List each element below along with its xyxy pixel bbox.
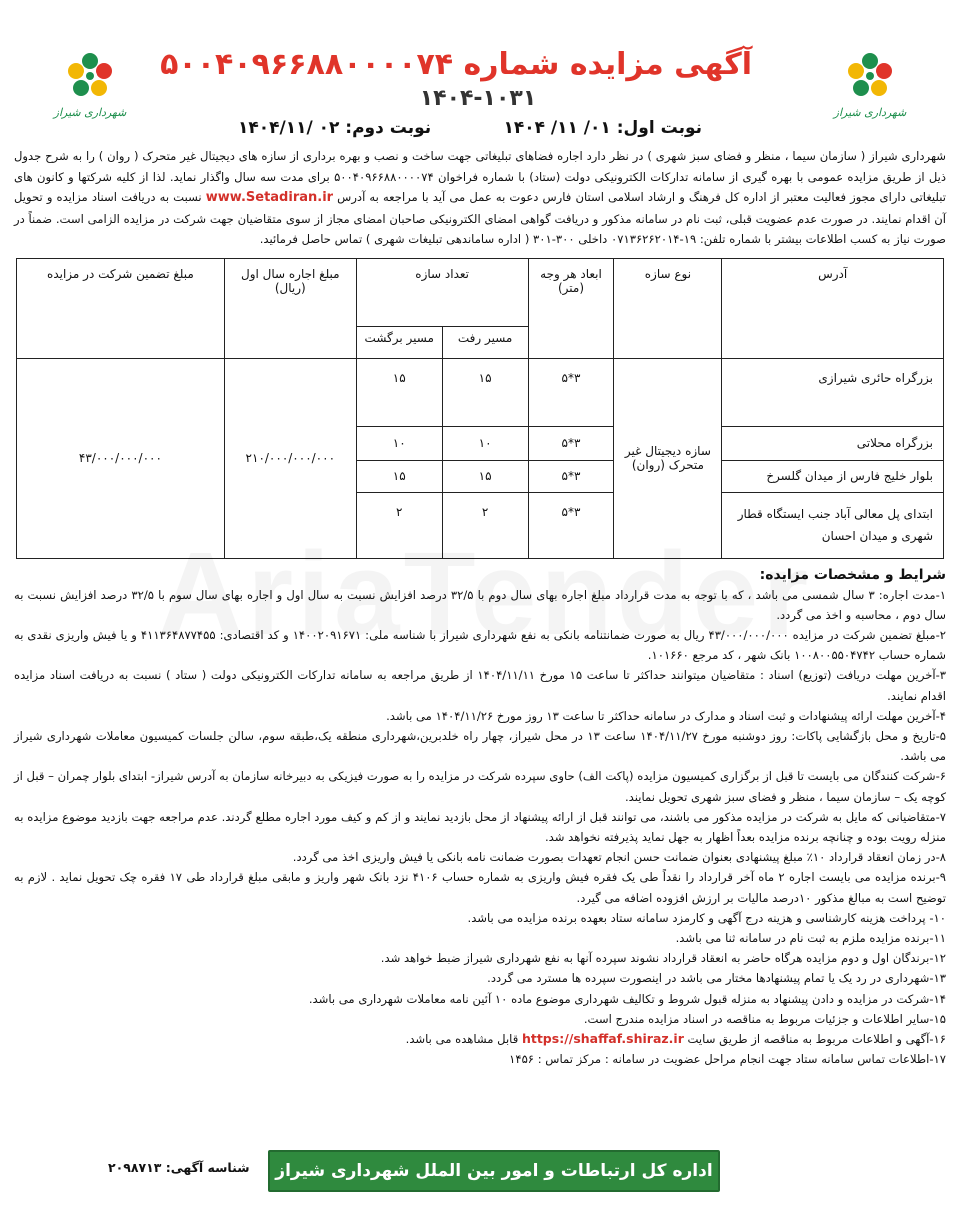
row-dimensions: ۳*۵	[528, 492, 614, 558]
header-address: آدرس	[722, 258, 944, 358]
guarantee-amount: ۴۳/۰۰۰/۰۰۰/۰۰۰	[17, 358, 225, 558]
conditions-title: شرایط و مشخصات مزایده:	[759, 566, 946, 583]
row-dimensions: ۳*۵	[528, 426, 614, 460]
flower-logo-icon	[62, 48, 118, 104]
ad-identifier: شناسه آگهی: ۲۰۹۸۷۱۳	[108, 1160, 250, 1175]
condition-item: ۸-در زمان انعقاد قرارداد ۱۰٪ مبلغ پیشنهادی بعنوان ضمانت حسن انجام تعهدات بصورت ضمانت نامه بانکی یا فیش واریزی اخذ می گردد.	[292, 850, 946, 865]
condition-item: ۱۴-شرکت در مزایده و دادن پیشنهاد به منزله قبول شروط و تکالیف شهرداری موضوع ماده ۱۰ آئین نامه معاملات شهرداری می باشد.	[308, 991, 946, 1006]
condition-item: ۱۱-برنده مزایده ملزم به ثبت نام در سامانه ثنا می باشد.	[675, 930, 946, 945]
logo-text: شهرداری شیراز	[53, 106, 127, 119]
reference-number: ۱۴۰۴-۱۰۳۱	[419, 86, 537, 111]
row-dimensions: ۳*۵	[528, 460, 614, 492]
auction-items-table	[16, 258, 944, 559]
row-address: بزرگراه حائری شیرازی	[722, 358, 944, 426]
condition-item: ۱-مدت اجاره: ۳ سال شمسی می باشد ، که با توجه به مدت قرارداد مبلغ اجاره بهای سال دوم با ۳۲/۵ درصد افزایش نسبت به سال اول و اجاره بهای سال سوم با ۳۲/۵ درصد افزایش نسبت به سال دوم ، محاسبه و اخذ می گردد.	[14, 587, 947, 622]
conditions-list	[14, 585, 946, 1070]
row-count-go: ۱۵	[442, 460, 528, 492]
flower-logo-icon	[842, 48, 898, 104]
condition-item: ۲-مبلغ تضمین شرکت در مزایده ۴۳/۰۰۰/۰۰۰/۰۰۰ ریال به صورت ضمانتنامه بانکی به نفع شهرداری شیراز با شناسه ملی: ۱۴۰۰۲۰۹۱۶۷۱ و کد اقتصادی: ۴۱۱۳۶۴۸۷۷۴۵۵ و یا فیش واریزی نقدی به شماره حساب ۱۰۰۸۰۰۵۵۰۴۷۴۲ بانک شهر ، کد مرجع ۱۰۱۶۶۰.	[14, 627, 946, 663]
intro-paragraph	[14, 146, 946, 250]
row-count-return: ۱۰	[356, 426, 442, 460]
condition-item: ۹-برنده مزایده می بایست اجاره ۲ ماه آخر قرارداد را نقداً طی یک فقره فیش واریزی به شماره حساب ۴۱۰۶ نزد بانک شهر واریز و مابقی مبلغ قرارداد طی ۱۷ فقره چک تحویل نماید . لازم به توضیح است به مبالغ مذکور ۱۰درصد مالیات بر ارزش افزوده اضافه می گیرد.	[14, 870, 947, 905]
intro-text-2: نسبت به دریافت اسناد مزایده و تحویل آن اقدام نمایند. در صورت عدم عضویت قبلی، ثبت نام در سامانه مذکور و دریافت گواهی امضای الکترونیکی صاحبان امضای مجاز از سوی متقاضیان جهت شرکت در مزایده الزامی است. ضمناً در صورت نیاز به کسب اطلاعات بیشتر با شماره تلفن: ۱۹-۰۷۱۳۶۲۶۲۰۱۴ داخلی ۳۰۰-۳۰۱ ( اداره ساماندهی تبلیغات شهری ) تماس حاصل فرمائید.	[14, 190, 946, 246]
condition-item: ۱۰- پرداخت هزینه کارشناسی و هزینه درج آگهی و کارمزد سامانه ستاد بعهده برنده مزایده می باشد.	[467, 910, 946, 925]
header-type: نوع سازه	[614, 258, 722, 358]
row-dimensions: ۳*۵	[528, 358, 614, 426]
header-guarantee: مبلغ تضمین شرکت در مزایده	[17, 258, 225, 358]
row-count-return: ۱۵	[356, 358, 442, 426]
condition-item: ۵-تاریخ و محل بازگشایی پاکات: روز دوشنبه مورخ ۱۴۰۴/۱۱/۲۷ ساعت ۱۳ در محل شیراز، چهار راه خلدبرین،شهرداری منطقه یک،طبقه سوم، سالن جلسات کمیسیون معاملات شهرداری شیراز می باشد.	[14, 728, 946, 764]
condition-item: ۳-آخرین مهلت دریافت (توزیع) اسناد : متقاضیان میتوانند حداکثر تا ساعت ۱۵ مورخ ۱۴۰۴/۱۱/۱۱ از طریق مراجعه به سامانه تدارکات الکترونیکی دولت ( ستاد ) نسبت به دریافت اسناد مزایده اقدام نمایند.	[14, 668, 947, 703]
first-round-date: نوبت اول: ۰۱/ ۱۱/ ۱۴۰۴	[503, 118, 702, 138]
notice-header	[8, 6, 952, 146]
row-address: ابتدای پل معالی آباد جنب ایستگاه قطار شهری و میدان احسان	[722, 492, 944, 558]
structure-type: سازه دیجیتال غیر متحرک (روان)	[614, 358, 722, 558]
table-row	[17, 358, 944, 426]
rent-amount: ۲۱۰/۰۰۰/۰۰۰/۰۰۰	[224, 358, 356, 558]
header-count: تعداد سازه	[356, 258, 528, 326]
condition-16-tail: قابل مشاهده می باشد.	[405, 1031, 519, 1046]
municipality-logo-right	[824, 48, 916, 126]
shaffaf-link[interactable]: https://shaffaf.shiraz.ir	[521, 1030, 684, 1046]
condition-item: ۱۲-برندگان اول و دوم مزایده هرگاه حاضر به انعقاد قرارداد نشوند سپرده آنها به نفع شهرداری شیراز ضبط خواهد شد.	[380, 951, 946, 966]
header-rent: مبلغ اجاره سال اول (ریال)	[224, 258, 356, 358]
header-count-go: مسیر رفت	[442, 326, 528, 358]
notice-title: آگهی مزایده شماره ۵۰۰۴۰۹۶۶۸۸۰۰۰۰۷۴	[160, 47, 752, 82]
condition-item: ۱۷-اطلاعات تماس سامانه ستاد جهت انجام مراحل عضویت در سامانه : مرکز تماس : ۱۴۵۶	[509, 1052, 946, 1067]
condition-item: ۱۵-سایر اطلاعات و جزئیات مربوط به مناقصه در اسناد مزایده مندرج است.	[583, 1011, 946, 1026]
municipality-logo-left	[44, 48, 136, 126]
condition-item: ۱۳-شهرداری در رد یک یا تمام پیشنهادها مختار می باشد در اینصورت سپرده ها مسترد می گردد.	[487, 971, 946, 986]
footer-banner: اداره کل ارتباطات و امور بین الملل شهرداری شیراز	[268, 1150, 720, 1192]
publication-rounds	[8, 118, 952, 144]
auction-notice	[8, 6, 952, 1206]
row-count-return: ۲	[356, 492, 442, 558]
notice-footer	[8, 1150, 952, 1194]
condition-16-text: ۱۶-آگهی و اطلاعات مربوط به مناقصه از طریق سایت	[687, 1031, 946, 1046]
row-count-go: ۱۵	[442, 358, 528, 426]
row-address: بزرگراه محلاتی	[722, 426, 944, 460]
row-count-return: ۱۵	[356, 460, 442, 492]
condition-item: ۶-شرکت کنندگان می بایست تا قبل از برگزاری کمیسیون مزایده (پاکت الف) حاوی سپرده شرکت در مزایده را به صورت فیزیکی به دبیرخانه سازمان به آدرس شیراز- ابتدای بلوار چمران – قبل از کوچه یک – سازمان سیما ، منظر و فضای سبز شهری تحویل نمایند.	[14, 769, 946, 804]
condition-item: ۷-متقاضیانی که مایل به شرکت در مزایده مذکور می باشند، می توانند قبل از ارائه پیشنهاد از محل بازدید نمایند و از کم و کیف مورد اجاره مطلع گردند. عدم مراجعه جهت بازدید موضوع مزایده به منزله رویت بوده و چنانچه برنده مزایده بعداً اظهار به جهل نماید پذیرفته نخواهد شد.	[14, 809, 946, 844]
header-count-return: مسیر برگشت	[356, 326, 442, 358]
row-address: بلوار خلیج فارس از میدان گلسرخ	[722, 460, 944, 492]
condition-item-16	[14, 1029, 946, 1049]
condition-item: ۴-آخرین مهلت ارائه پیشنهادات و ثبت اسناد و مدارک در سامانه حداکثر تا ساعت ۱۳ روز مورخ ۱۴۰۴/۱۱/۲۶ می باشد.	[386, 708, 946, 723]
logo-text: شهرداری شیراز	[833, 106, 907, 119]
row-count-go: ۲	[442, 492, 528, 558]
intro-text-1: شهرداری شیراز ( سازمان سیما ، منظر و فضای سبز شهری ) در نظر دارد اجاره فضاهای تبلیغاتی جهت ساخت و نصب و بهره برداری از سازه های دیجیتال غیر متحرک ( روان ) را به شرح جدول ذیل از طریق مزایده عمومی با بهره گیری از سامانه تدارکات الکترونیکی دولت (ستاد) با شماره فراخوان ۵۰۰۴۰۹۶۶۸۸۰۰۰۰۷۴ برای مدت سه سال واگذار نماید. لذا از کلیه شرکتها و کانون های تبلیغاتی دارای مجوز فعالیت معتبر از اداره کل فرهنگ و ارشاد اسلامی استان فارس دعوت به عمل می آید با مراجعه به آدرس	[14, 149, 946, 204]
header-dimensions: ابعاد هر وجه (متر)	[528, 258, 614, 358]
row-count-go: ۱۰	[442, 426, 528, 460]
second-round-date: نوبت دوم: ۰۲ /۱۴۰۴/۱۱	[238, 118, 432, 138]
setadiran-link[interactable]: www.Setadiran.ir	[205, 190, 334, 205]
